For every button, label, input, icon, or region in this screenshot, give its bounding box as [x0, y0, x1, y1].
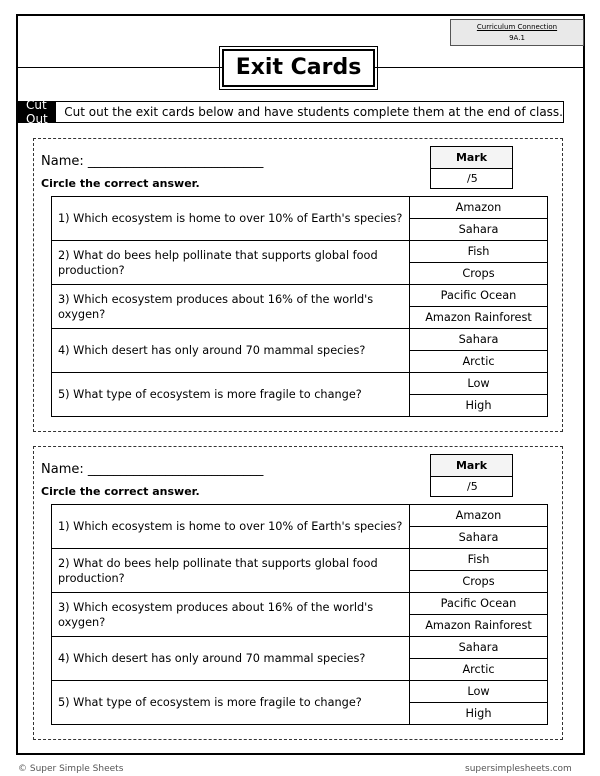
- answer-option[interactable]: Low: [410, 681, 548, 703]
- answer-option[interactable]: Crops: [410, 571, 548, 593]
- question-row: [52, 593, 548, 615]
- answer-option[interactable]: Amazon: [410, 197, 548, 219]
- name-field[interactable]: Name: ___________________________: [41, 154, 264, 169]
- answer-option[interactable]: Pacific Ocean: [410, 593, 548, 615]
- name-field[interactable]: Name: ___________________________: [41, 462, 264, 477]
- circle-instruction: Circle the correct answer.: [41, 177, 200, 190]
- answer-option[interactable]: Arctic: [410, 659, 548, 681]
- circle-instruction: Circle the correct answer.: [41, 485, 200, 498]
- question-table: [51, 504, 548, 725]
- question-row: [52, 241, 548, 263]
- question-row: [52, 681, 548, 703]
- question-text: 2) What do bees help pollinate that supports global food production?: [52, 241, 410, 285]
- question-text: 3) Which ecosystem produces about 16% of the world's oxygen?: [52, 285, 410, 329]
- answer-option[interactable]: Fish: [410, 549, 548, 571]
- answer-option[interactable]: Sahara: [410, 329, 548, 351]
- question-row: [52, 373, 548, 395]
- answer-option[interactable]: Amazon: [410, 505, 548, 527]
- question-text: 3) Which ecosystem produces about 16% of the world's oxygen?: [52, 593, 410, 637]
- mark-box: [430, 454, 513, 497]
- question-row: [52, 329, 548, 351]
- question-text: 5) What type of ecosystem is more fragile to change?: [52, 373, 410, 417]
- question-row: [52, 197, 548, 219]
- footer-copyright: © Super Simple Sheets: [18, 764, 124, 774]
- instructions-tag: Cut Out: [18, 102, 56, 122]
- question-text: 2) What do bees help pollinate that supports global food production?: [52, 549, 410, 593]
- mark-box: [430, 146, 513, 189]
- curriculum-code: 9A.1: [509, 34, 525, 42]
- mark-label: Mark: [431, 147, 512, 169]
- exit-card-2: [33, 446, 563, 740]
- question-text: 4) Which desert has only around 70 mammal species?: [52, 329, 410, 373]
- question-row: [52, 637, 548, 659]
- answer-option[interactable]: Pacific Ocean: [410, 285, 548, 307]
- curriculum-connection-box: [450, 19, 584, 46]
- answer-option[interactable]: High: [410, 395, 548, 417]
- curriculum-label: Curriculum Connection: [476, 23, 558, 31]
- answer-option[interactable]: Amazon Rainforest: [410, 307, 548, 329]
- instructions-bar: [17, 98, 564, 126]
- exit-card-1: [33, 138, 563, 432]
- question-text: 1) Which ecosystem is home to over 10% of Earth's species?: [52, 197, 410, 241]
- mark-label: Mark: [431, 455, 512, 477]
- question-text: 1) Which ecosystem is home to over 10% of Earth's species?: [52, 505, 410, 549]
- instructions-text: Cut out the exit cards below and have students complete them at the end of class.: [64, 105, 563, 119]
- question-row: [52, 505, 548, 527]
- question-row: [52, 549, 548, 571]
- footer-url[interactable]: supersimplesheets.com: [465, 764, 572, 774]
- answer-option[interactable]: Amazon Rainforest: [410, 615, 548, 637]
- page-title: Exit Cards: [222, 49, 375, 87]
- question-text: 4) Which desert has only around 70 mammal species?: [52, 637, 410, 681]
- question-table: [51, 196, 548, 417]
- answer-option[interactable]: Sahara: [410, 637, 548, 659]
- answer-option[interactable]: Low: [410, 373, 548, 395]
- answer-option[interactable]: Arctic: [410, 351, 548, 373]
- mark-value[interactable]: /5: [467, 172, 478, 185]
- question-text: 5) What type of ecosystem is more fragile to change?: [52, 681, 410, 725]
- answer-option[interactable]: Crops: [410, 263, 548, 285]
- answer-option[interactable]: Sahara: [410, 527, 548, 549]
- answer-option[interactable]: Fish: [410, 241, 548, 263]
- question-row: [52, 285, 548, 307]
- mark-value[interactable]: /5: [467, 480, 478, 493]
- answer-option[interactable]: High: [410, 703, 548, 725]
- answer-option[interactable]: Sahara: [410, 219, 548, 241]
